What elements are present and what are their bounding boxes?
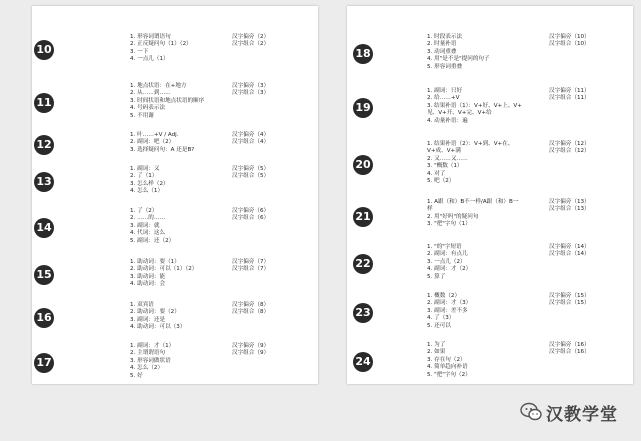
grammar-list: 1. 结果补语（2）：V+到、V+在、 V+成、V+满 2. 又……又…… 3. "概数（1） 4. 对了 5. 吧（2） (427, 141, 514, 185)
character-list: 汉字偏旁（11） 汉字组合（11） (549, 88, 590, 102)
grammar-list: 1. 双宾语 2. 助动词：要（2） 3. 副词：还是 4. 助动词：可以（3） (130, 302, 186, 331)
unit-number-badge: 16 (34, 308, 54, 328)
grammar-list: 1. "的"字短语 2. 副词：有点儿 3. 一点儿（2） 4. 副词：才（2） 5. 算了 (427, 244, 472, 280)
unit-number-badge: 22 (353, 254, 373, 274)
character-list: 汉字偏旁（3） 汉字组合（3） (232, 83, 270, 97)
watermark-logo (520, 398, 636, 426)
unit-number-badge: 23 (353, 303, 373, 323)
character-list: 汉字偏旁（8） 汉字组合（8） (232, 302, 270, 316)
grammar-list: 1. 副词：又 2. 了（1） 3. 怎么样（2） 4. 怎么（1） (130, 166, 169, 195)
unit-number-badge: 21 (353, 207, 373, 227)
unit-number-badge: 14 (34, 218, 54, 238)
character-list: 汉字偏旁（7） 汉字组合（7） (232, 259, 270, 273)
grammar-list: 1. 副词：只好 2. 给……+V 3. 结果补语（1）：V+好、V+上、V+ 见、V+开、V+完、V+给 4. 动量补语：遍 (427, 88, 522, 124)
unit-number-badge: 15 (34, 265, 54, 285)
unit-number-badge: 12 (34, 135, 54, 155)
character-list: 汉字偏旁（15） 汉字组合（15） (549, 293, 590, 307)
unit-number-badge: 10 (34, 40, 54, 60)
grammar-list: 1. 副词：才（1） 2. 主谓谓语句 3. 形容词做状语 4. 怎么（2） 5. 好 (130, 343, 175, 379)
character-list: 汉字偏旁（4） 汉字组合（4） (232, 132, 270, 146)
logo-text: 汉教学堂 (546, 405, 618, 425)
character-list: 汉字偏旁（5） 汉字组合（5） (232, 166, 270, 180)
unit-number-badge: 18 (353, 44, 373, 64)
grammar-list: 1. 时段表示法 2. 时量补语 3. 动词重叠 4. 用"是不是"提问的句子 5. 形容词重叠 (427, 34, 490, 70)
unit-number-badge: 11 (34, 93, 54, 113)
character-list: 汉字偏旁（16） 汉字组合（16） (549, 342, 590, 356)
grammar-list: 1. 地点状语：在+地方 2. 从……到…… 3. 时间状语和地点状语的顺序 4. 号码表示法 5. 不用谢 (130, 83, 205, 119)
unit-number-badge: 17 (34, 353, 54, 373)
grammar-list: 1. 叶……+V / Adj. 2. 副词：吧（2） 3. 选择疑问句：A 还是B? (130, 132, 195, 153)
grammar-list: 1. A跟（和）B不一样/A跟（和）B一 样 2. 用"好吗"的疑问句 3. "把"字句（1） (427, 199, 519, 228)
character-list: 汉字偏旁（9） 汉字组合（9） (232, 343, 270, 357)
character-list: 汉字偏旁（6） 汉字组合（6） (232, 208, 270, 222)
character-list: 汉字偏旁（14） 汉字组合（14） (549, 244, 590, 258)
grammar-list: 1. 为了 2. 如果 3. 存在句（2） 4. 简单趋向补语 5. "把"字句（2） (427, 342, 471, 378)
character-list: 汉字偏旁（2） 汉字组合（2） (232, 34, 270, 48)
grammar-list: 1. 概数（2） 2. 副词：才（3） 3. 副词：差不多 4. 了（3） 5. 还可以 (427, 293, 472, 329)
grammar-list: 1. 形容词谓语句 2. 正反疑问句（1）（2） 3. 一下 4. 一点儿（1） (130, 34, 192, 63)
right-page (347, 6, 633, 384)
character-list: 汉字偏旁（12） 汉字组合（12） (549, 141, 590, 155)
unit-number-badge: 20 (353, 155, 373, 175)
left-page (32, 6, 318, 384)
unit-number-badge: 13 (34, 172, 54, 192)
wechat-icon (520, 402, 542, 422)
unit-number-badge: 24 (353, 352, 373, 372)
character-list: 汉字偏旁（10） 汉字组合（10） (549, 34, 590, 48)
grammar-list: 1. 了（2） 2. ……的…… 3. 副词：就 4. 代词：这么 5. 副词：还（2） (130, 208, 175, 244)
unit-number-badge: 19 (353, 98, 373, 118)
character-list: 汉字偏旁（13） 汉字组合（13） (549, 199, 590, 213)
grammar-list: 1. 助动词：要（1） 2. 助动词：可以（1）（2） 3. 助动词：能 4. 助动词：会 (130, 259, 198, 288)
